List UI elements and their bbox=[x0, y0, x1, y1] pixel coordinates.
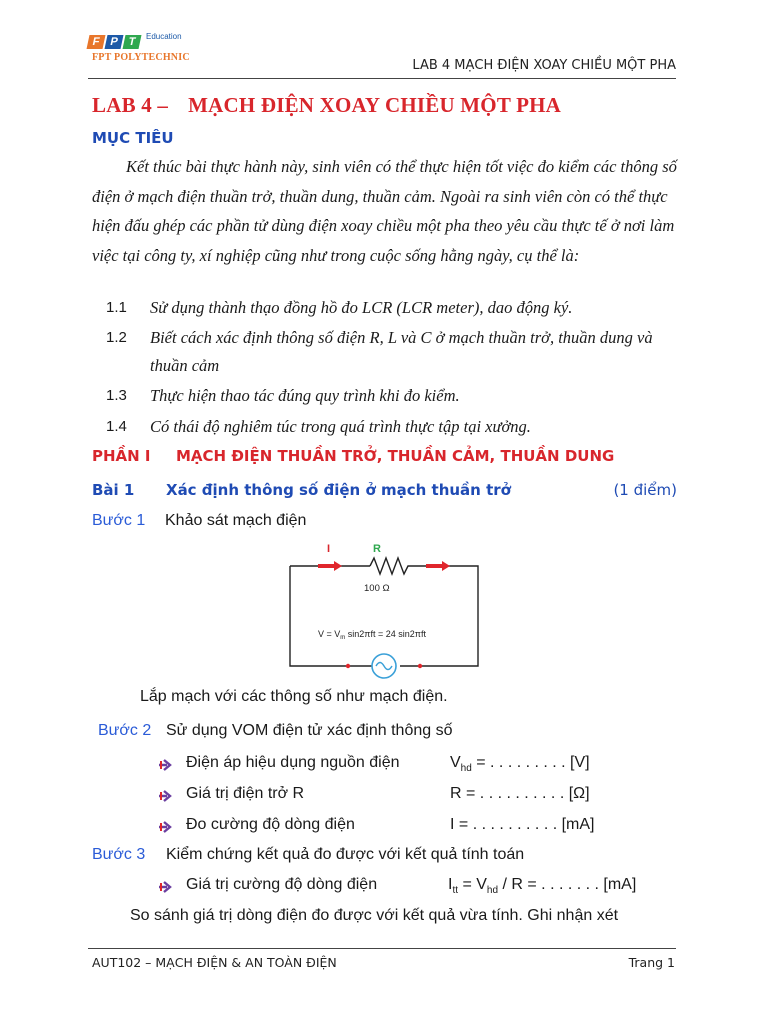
objective-item-text: Có thái độ nghiêm túc trong quá trình thực tập tại xưởng. bbox=[150, 417, 531, 436]
circuit-diagram bbox=[284, 536, 484, 680]
objective-number: 1.1 bbox=[106, 299, 127, 316]
item-formula bbox=[448, 876, 636, 896]
wire-left bbox=[290, 566, 374, 666]
source-formula bbox=[318, 629, 426, 641]
blank-value: = . . . . . . . . . . [Ω] bbox=[461, 785, 590, 802]
objective-number: 1.2 bbox=[106, 329, 127, 346]
var-sub: hd bbox=[460, 763, 472, 775]
exercise-points: (1 điểm) bbox=[613, 481, 677, 499]
formula-prefix: V = V bbox=[318, 629, 341, 639]
resistor-value: 100 Ω bbox=[364, 583, 390, 594]
objective-item-text: Sử dụng thành thạo đồng hồ đo LCR (LCR meter), dao động ký. bbox=[150, 298, 573, 317]
var-sub: tt bbox=[452, 885, 459, 897]
objective-item bbox=[106, 413, 686, 441]
footer-divider bbox=[88, 948, 676, 949]
var: I bbox=[448, 876, 453, 893]
exercise-title: Xác định thông số điện ở mạch thuần trở bbox=[166, 481, 511, 499]
logo-letter-f: F bbox=[87, 35, 106, 49]
node-dot bbox=[346, 664, 350, 668]
item-formula bbox=[450, 816, 594, 834]
current-label: I bbox=[327, 543, 331, 555]
step-2 bbox=[98, 722, 453, 740]
lab-title bbox=[92, 93, 561, 118]
item-formula bbox=[450, 785, 590, 803]
formula-sub: m bbox=[340, 635, 346, 641]
header-divider bbox=[88, 78, 676, 79]
bullet-arrow-icon bbox=[158, 819, 174, 835]
part-label: PHẦN I bbox=[92, 447, 151, 465]
resistor-label: R bbox=[373, 543, 381, 555]
logo-school-name: FPT POLYTECHNIC bbox=[92, 52, 190, 63]
step-3 bbox=[92, 846, 525, 864]
measure-item bbox=[158, 754, 598, 776]
objective-item bbox=[106, 324, 686, 380]
logo-education-text: Education bbox=[146, 32, 182, 41]
header-title: LAB 4 MẠCH ĐIỆN XOAY CHIỀU MỘT PHA bbox=[412, 58, 676, 73]
var-sub: hd bbox=[486, 885, 499, 897]
item-formula bbox=[450, 754, 590, 774]
step-label: Bước 3 bbox=[92, 846, 146, 863]
objective-heading: MỤC TIÊU bbox=[92, 129, 174, 147]
resistor-symbol bbox=[370, 558, 424, 574]
step-1 bbox=[92, 512, 307, 530]
formula-rest: sin2πft = 24 sin2πft bbox=[345, 629, 426, 639]
objective-number: 1.3 bbox=[106, 387, 127, 404]
assemble-text: Lắp mạch với các thông số như mạch điện. bbox=[140, 688, 448, 705]
step-text: Sử dụng VOM điện tử xác định thông số bbox=[166, 722, 453, 739]
item-label: Điện áp hiệu dụng nguồn điện bbox=[186, 754, 400, 771]
lab-label: LAB 4 – bbox=[92, 93, 169, 117]
blank-value: / R = . . . . . . . [mA] bbox=[498, 876, 637, 893]
fpt-logo bbox=[88, 30, 208, 70]
fpt-logo-mark bbox=[88, 30, 142, 49]
measure-item bbox=[158, 785, 598, 807]
blank-value: = . . . . . . . . . [V] bbox=[471, 754, 590, 771]
objective-item-text: Thực hiện thao tác đúng quy trình khi đo kiểm. bbox=[150, 386, 460, 405]
current-arrowhead-right bbox=[442, 561, 450, 571]
objective-item-text: Biết cách xác định thông số điện R, L và C ở mạch thuần trở, thuần dung và thuần cảm bbox=[150, 328, 653, 375]
verify-item bbox=[158, 876, 678, 898]
step-text: Kiểm chứng kết quả đo được với kết quả tính toán bbox=[166, 846, 525, 863]
var: V bbox=[450, 754, 461, 771]
var: I bbox=[450, 816, 455, 833]
bullet-arrow-icon bbox=[158, 879, 174, 895]
exercise-heading bbox=[92, 481, 677, 499]
step-text: Khảo sát mạch điện bbox=[165, 512, 307, 529]
formula-mid: = V bbox=[458, 876, 487, 893]
item-label: Giá trị điện trở R bbox=[186, 785, 305, 802]
part-heading bbox=[92, 447, 615, 465]
compare-text: So sánh giá trị dòng điện đo được với kết quả vừa tính. Ghi nhận xét bbox=[130, 907, 619, 924]
step-label: Bước 2 bbox=[98, 722, 152, 739]
step-label: Bước 1 bbox=[92, 512, 146, 529]
item-label: Đo cường độ dòng điện bbox=[186, 816, 355, 833]
logo-letter-p: P bbox=[105, 35, 124, 49]
node-dot bbox=[418, 664, 422, 668]
logo-letter-t: T bbox=[123, 35, 142, 49]
current-arrowhead-left bbox=[334, 561, 342, 571]
measure-item bbox=[158, 816, 598, 838]
blank-value: = . . . . . . . . . . [mA] bbox=[454, 816, 595, 833]
lab-title-text: MẠCH ĐIỆN XOAY CHIỀU MỘT PHA bbox=[188, 93, 562, 117]
wire-right bbox=[400, 566, 478, 666]
objective-number: 1.4 bbox=[106, 418, 127, 435]
footer-course: AUT102 – MẠCH ĐIỆN & AN TOÀN ĐIỆN bbox=[92, 955, 337, 970]
bullet-arrow-icon bbox=[158, 757, 174, 773]
objective-paragraph bbox=[92, 152, 682, 270]
item-label: Giá trị cường độ dòng điện bbox=[186, 876, 378, 893]
part-title: MẠCH ĐIỆN THUẦN TRỞ, THUẦN CẢM, THUẦN DUNG bbox=[176, 447, 615, 465]
objective-text: Kết thúc bài thực hành này, sinh viên có thể thực hiện tốt việc đo kiểm các thông số điện ở mạch điện thuần trở, thuần dung, thuần cảm. Ngoài ra sinh viên còn có thể thực hiện đấu ghép các phần tử dùng điện xoay chiều một pha theo yêu cầu thực tế ở nơi làm việc tại công ty, xí nghiệp cũng như trong cuộc sống hằng ngày, cụ thể là: bbox=[92, 157, 677, 265]
bullet-arrow-icon bbox=[158, 788, 174, 804]
objective-item bbox=[106, 294, 686, 322]
exercise-label: Bài 1 bbox=[92, 481, 135, 499]
objective-item bbox=[106, 382, 686, 410]
footer-page-number: Trang 1 bbox=[628, 955, 675, 970]
var: R bbox=[450, 785, 462, 802]
